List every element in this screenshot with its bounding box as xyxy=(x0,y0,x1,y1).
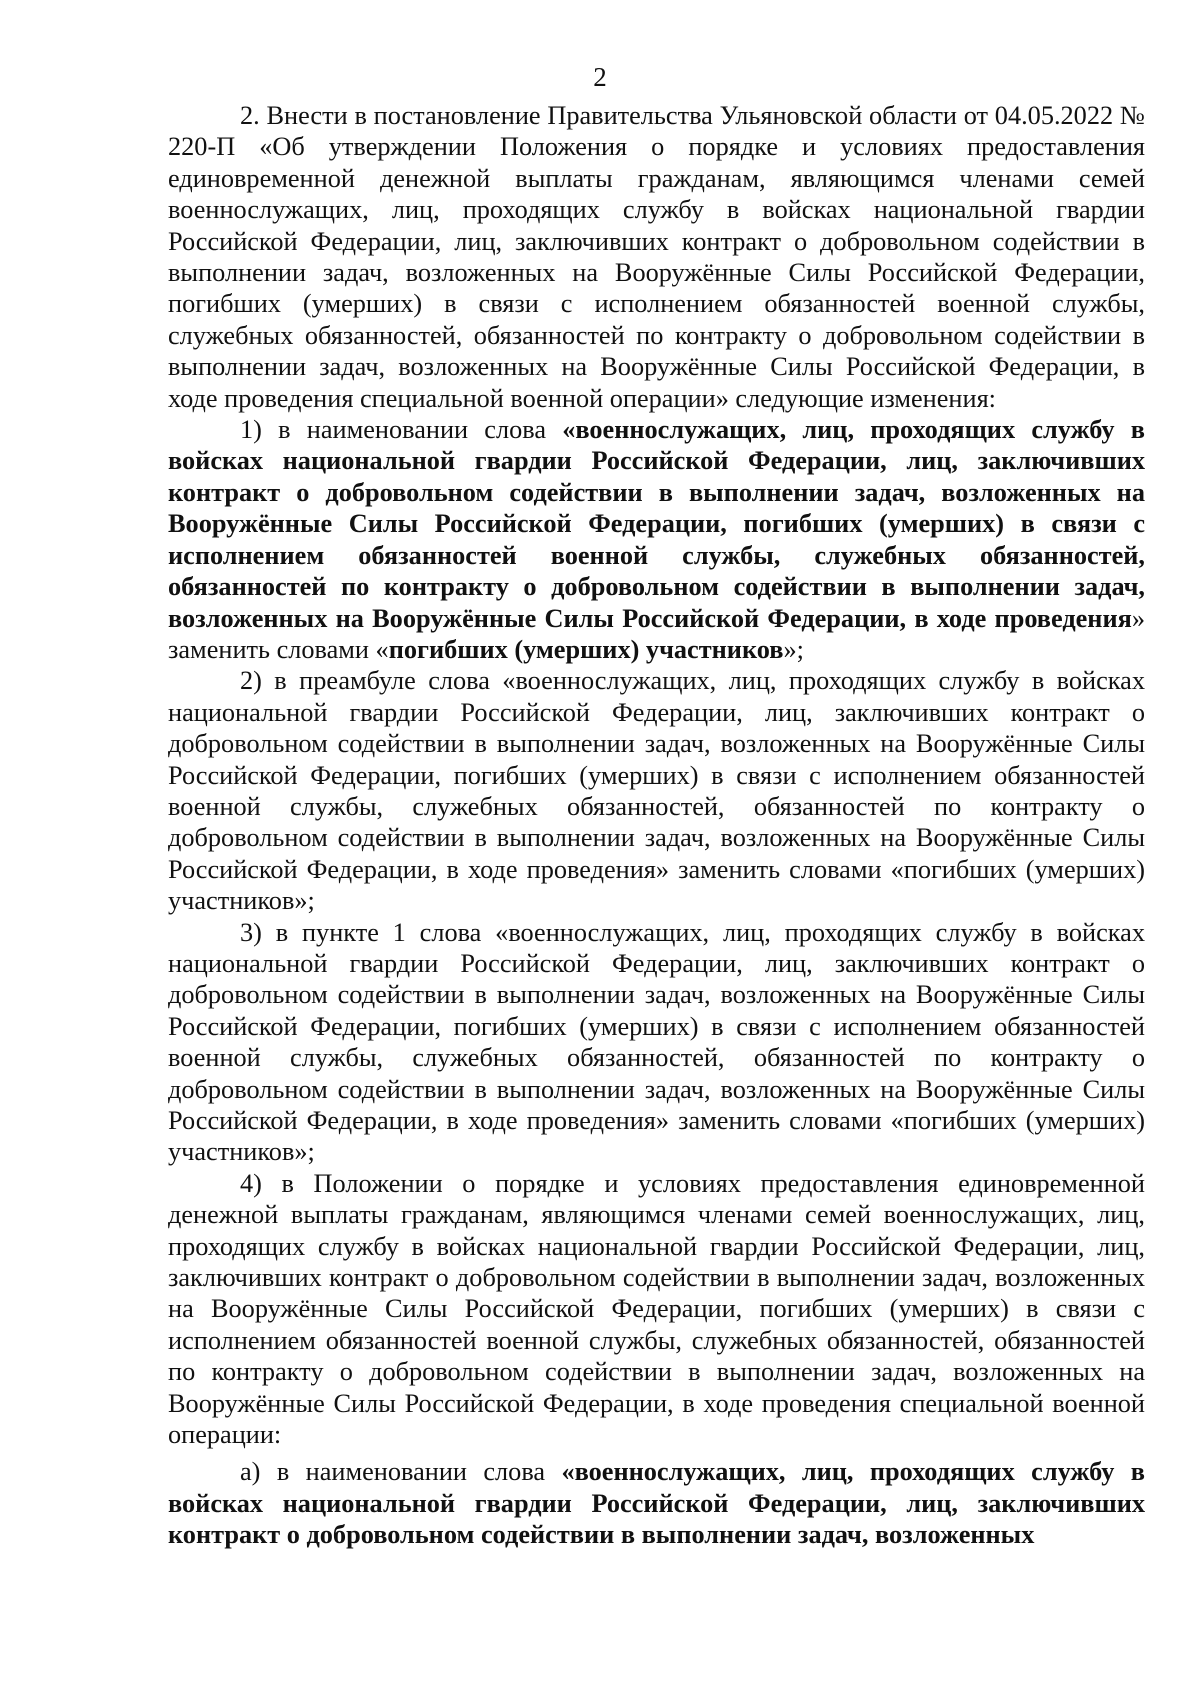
item-4: 4) в Положении о порядке и условиях предоставления единовременной денежной выплаты гражданам, являющимся членами семей военнослужащих, лиц, проходящих службу в войсках национальной гвардии Российской Федерации, лиц, заключивших контракт о добровольном содействии в выполнении задач, возложенных на Вооружённые Силы Российской Федерации, погибших (умерших) в связи с исполнением обязанностей военной службы, служебных обязанностей, обязанностей по контракту о добровольном содействии в выполнении задач, возложенных на Вооружённые Силы Российской Федерации, в ходе проведения специальной военной операции: xyxy=(168,1168,1145,1450)
item-1 xyxy=(168,414,1145,665)
item-3: 3) в пункте 1 слова «военнослужащих, лиц, проходящих службу в войсках национальной гвардии Российской Федерации, лиц, заключивших контракт о добровольном содействии в выполнении задач, возложенных на Вооружённые Силы Российской Федерации, погибших (умерших) в связи с исполнением обязанностей военной службы, служебных обязанностей, обязанностей по контракту о добровольном содействии в выполнении задач, возложенных на Вооружённые Силы Российской Федерации, в ходе проведения» заменить словами «погибших (умерших) участников»; xyxy=(168,917,1145,1167)
item-4a-old-words: «военнослужащих, лиц, проходящих службу в войсках национальной гвардии Российской Федерации, лиц, заключивших контракт о добровольном содействии в выполнении задач, возложенных xyxy=(168,1457,1145,1550)
item-4a-lead: а) в наименовании слова xyxy=(240,1457,562,1487)
document-body xyxy=(168,100,1145,1551)
item-1-old-words: «военнослужащих, лиц, проходящих службу в войсках национальной гвардии Российской Федерации, лиц, заключивших контракт о добровольном содействии в выполнении задач, возложенных на Вооружённые Силы Российской Федерации, погибших (умерших) в связи с исполнением обязанностей военной службы, служебных обязанностей, обязанностей по контракту о добровольном содействии в выполнении задач, возложенных на Вооружённые Силы Российской Федерации, в ходе проведения xyxy=(168,415,1145,633)
item-1-new-words: погибших (умерших) участников xyxy=(388,634,784,664)
paragraph-2: 2. Внести в постановление Правительства Ульяновской области от 04.05.2022 № 220-П «Об утверждении Положения о порядке и условиях предоставления единовременной денежной выплаты гражданам, являющимся членами семей военнослужащих, лиц, проходящих службу в войсках национальной гвардии Российской Федерации, лиц, заключивших контракт о добровольном содействии в выполнении задач, возложенных на Вооружённые Силы Российской Федерации, погибших (умерших) в связи с исполнением обязанностей военной службы, служебных обязанностей, обязанностей по контракту о добровольном содействии в выполнении задач, возложенных на Вооружённые Силы Российской Федерации, в ходе проведения специальной военной операции» следующие изменения: xyxy=(168,101,1145,413)
page-number: 2 xyxy=(593,62,607,92)
item-1-mid: » заменить словами « xyxy=(168,603,1145,664)
item-1-lead: 1) в наименовании слова xyxy=(240,415,563,445)
item-1-tail: »; xyxy=(783,634,804,664)
item-4a xyxy=(168,1456,1145,1550)
item-2: 2) в преамбуле слова «военнослужащих, лиц, проходящих службу в войсках национальной гвардии Российской Федерации, лиц, заключивших контракт о добровольном содействии в выполнении задач, возложенных на Вооружённые Силы Российской Федерации, погибших (умерших) в связи с исполнением обязанностей военной службы, служебных обязанностей, обязанностей по контракту о добровольном содействии в выполнении задач, возложенных на Вооружённые Силы Российской Федерации, в ходе проведения» заменить словами «погибших (умерших) участников»; xyxy=(168,666,1145,916)
